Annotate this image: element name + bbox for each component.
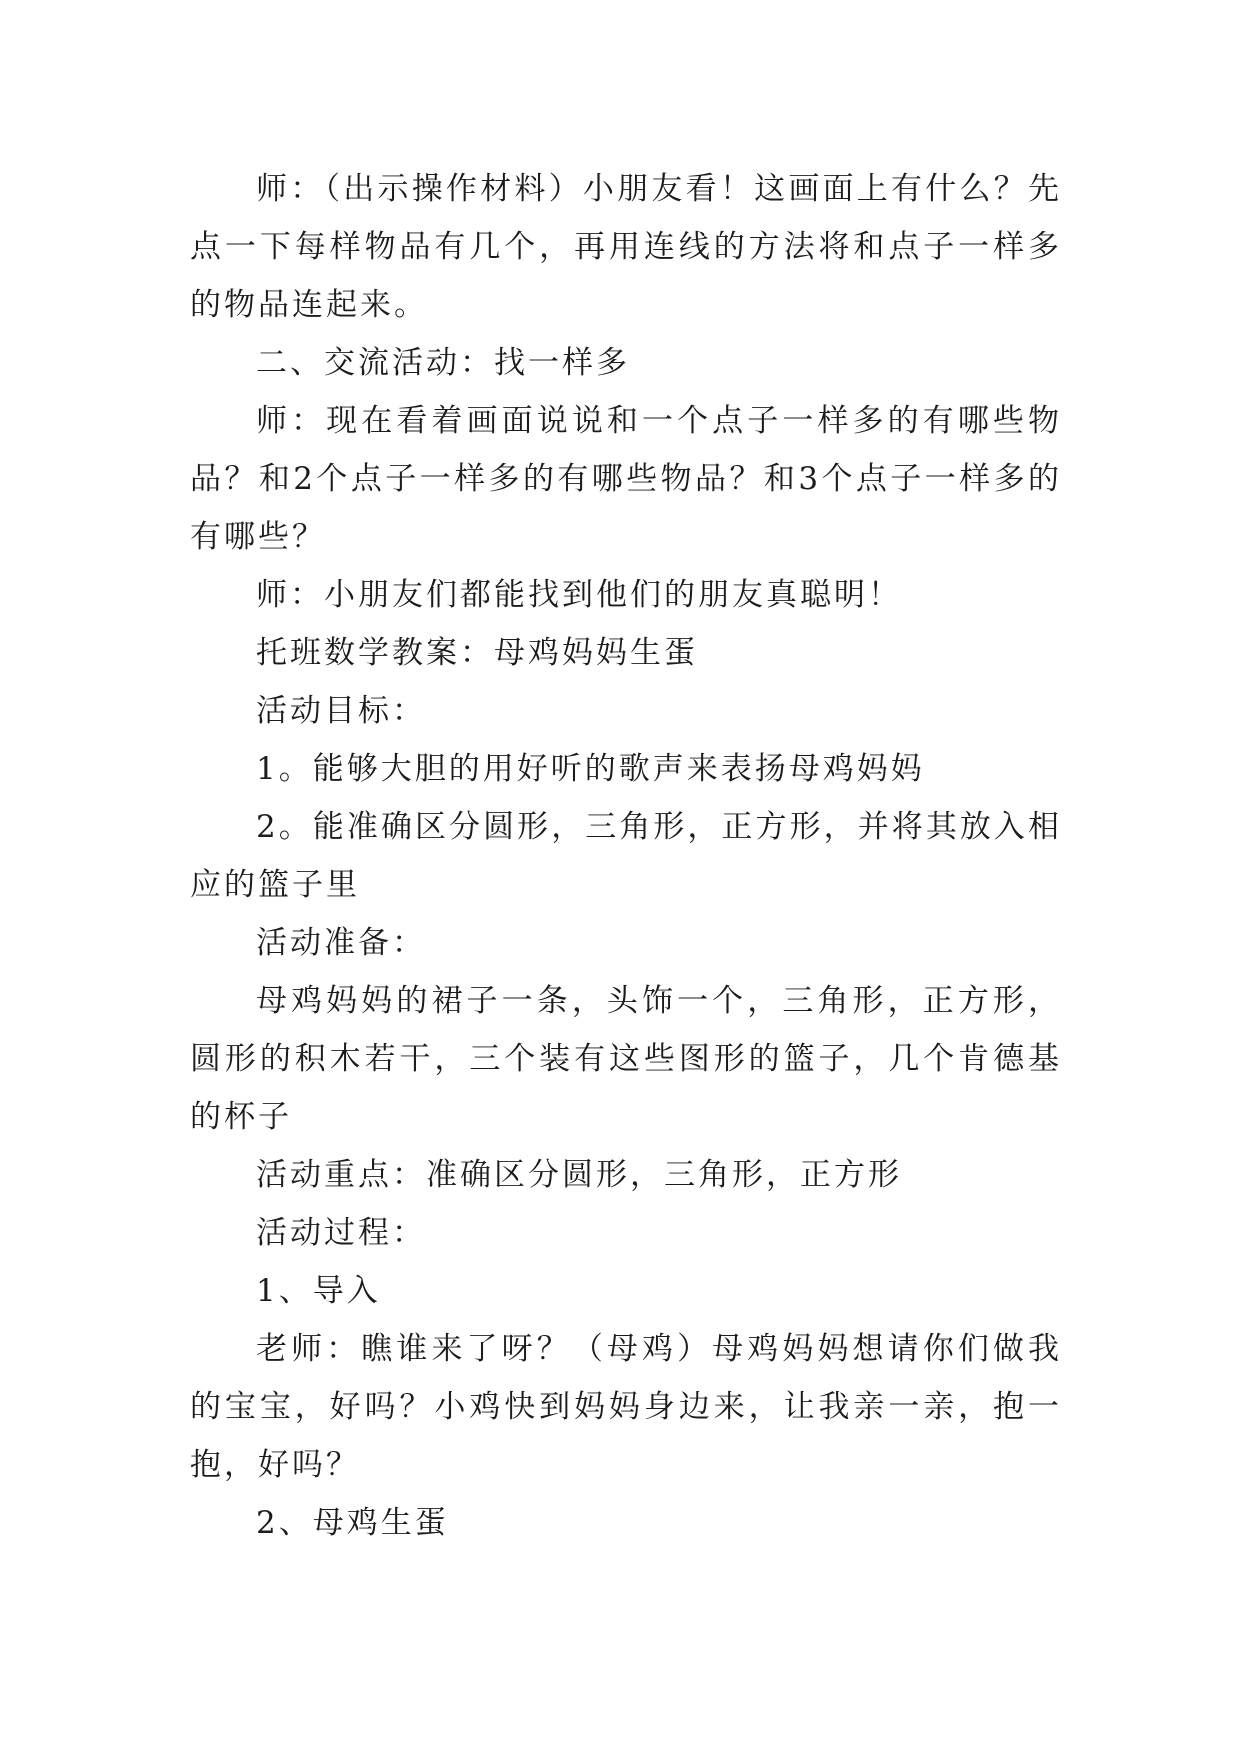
paragraph: 老师：瞧谁来了呀？（母鸡）母鸡妈妈想请你们做我的宝宝，好吗？小鸡快到妈妈身边来，让我亲一亲，抱一抱，好吗？ xyxy=(190,1331,1062,1483)
paragraph: 活动重点：准确区分圆形，三角形，正方形 xyxy=(256,1157,902,1193)
paragraph: 师：（出示操作材料）小朋友看！这画面上有什么？先点一下每样物品有几个，再用连线的方法将和点子一样多的物品连起来。 xyxy=(190,171,1062,323)
list-item: 2。能准确区分圆形，三角形，正方形，并将其放入相应的篮子里 xyxy=(190,809,1062,903)
paragraph: 母鸡妈妈的裙子一条，头饰一个，三角形，正方形，圆形的积木若干，三个装有这些图形的篮子，几个肯德基的杯子 xyxy=(190,983,1062,1135)
section-heading: 活动过程： xyxy=(256,1215,426,1251)
section-heading: 二、交流活动：找一样多 xyxy=(256,345,630,381)
section-heading: 活动目标： xyxy=(256,693,426,729)
document-body xyxy=(190,160,1062,1552)
list-item: 1。能够大胆的用好听的歌声来表扬母鸡妈妈 xyxy=(256,751,925,787)
list-item: 2、母鸡生蛋 xyxy=(256,1505,449,1541)
paragraph: 师：小朋友们都能找到他们的朋友真聪明！ xyxy=(256,577,902,613)
paragraph: 师：现在看着画面说说和一个点子一样多的有哪些物品？和2个点子一样多的有哪些物品？和3个点子一样多的有哪些？ xyxy=(190,403,1062,555)
list-item: 1、导入 xyxy=(256,1273,381,1309)
section-heading: 活动准备： xyxy=(256,925,426,961)
lesson-title: 托班数学教案：母鸡妈妈生蛋 xyxy=(256,635,698,671)
